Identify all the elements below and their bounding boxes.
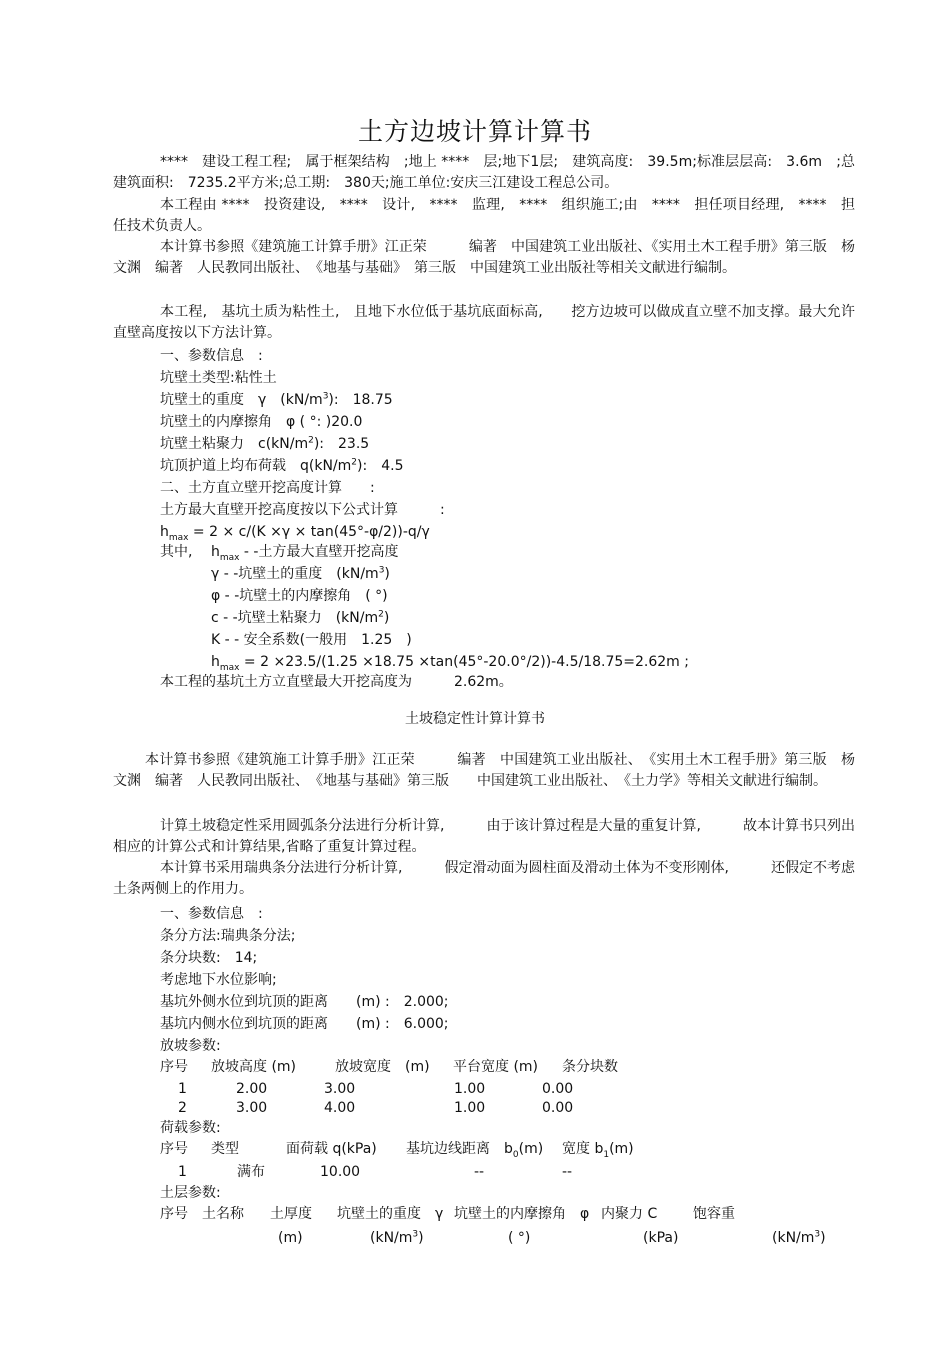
load-header-cell: 基坑边线距离 $b_0(m)$ xyxy=(406,1141,544,1160)
formula-intro-line: 土方最大直壁开挖高度按以下公式计算 : xyxy=(160,502,445,518)
load-cell: 1 xyxy=(178,1164,187,1180)
slope-cell: 2 xyxy=(178,1100,187,1116)
slope-cell: 2.00 xyxy=(236,1081,268,1097)
where-label: 其中, xyxy=(160,544,193,560)
phi-definition: φ - -坑壁土的内摩擦角 ( °) xyxy=(211,588,388,604)
soil-unit-cell: $(kN/m^3)$ xyxy=(370,1229,424,1246)
slope-cell: 0.00 xyxy=(542,1100,574,1116)
soil-params-label: 土层参数: xyxy=(160,1185,221,1201)
slope-cell: 0.00 xyxy=(542,1081,574,1097)
slice-method-line: 条分方法:瑞典条分法; xyxy=(160,928,296,944)
soil-unit-cell: (kPa) xyxy=(643,1230,679,1246)
max-height-conclusion: 本工程的基坑土方立直壁最大开挖高度为 2.62m。 xyxy=(160,674,513,690)
slope-cell: 1.00 xyxy=(454,1100,486,1116)
hmax-definition: $h_{max}$ - -土方最大直壁开挖高度 xyxy=(211,544,399,563)
inner-water-level-line: 基坑内侧水位到坑顶的距离 (m) : 6.000; xyxy=(160,1016,449,1032)
references-paragraph: 本计算书参照《建筑施工计算手册》江正荣 编著 中国建筑工业出版社、《实用土木工程手册》第三版 杨文渊 编著 人民教同出版社、 《地基与基础》 第三版 中国建筑工业出版社等相关文献进行编制。 xyxy=(113,239,855,276)
project-parties-paragraph: 本工程由 **** 投资建设, **** 设计, **** 监理, **** 组织施工;由 **** 担任项目经理, **** 担任技术负责人。 xyxy=(113,197,855,234)
load-table-header xyxy=(160,1140,760,1159)
friction-angle-line: 坑壁土的内摩擦角 φ ( °: )20.0 xyxy=(160,414,363,430)
soil-header-cell: 饱容重 xyxy=(693,1206,735,1222)
soil-header-cell: 序号 xyxy=(160,1206,188,1222)
slice-count-line: 条分块数: 14; xyxy=(160,950,258,966)
cohesion-definition: c - -坑壁土粘聚力 $(kN/m^2)$ xyxy=(211,609,390,626)
slope-table-header xyxy=(160,1058,760,1077)
table-row xyxy=(160,1080,760,1099)
table-row xyxy=(160,1099,760,1118)
soil-params-table xyxy=(160,1205,850,1248)
slope-header-cell: 条分块数 xyxy=(562,1059,618,1075)
section-subtitle: 土坡稳定性计算计算书 xyxy=(405,711,545,727)
soil-unit-cell: $(kN/m^3)$ xyxy=(772,1229,826,1246)
soil-table-header xyxy=(160,1205,850,1224)
soil-header-cell: 坑壁土的内摩擦角 φ xyxy=(454,1206,590,1222)
slope-params-table xyxy=(160,1058,760,1118)
load-header-cell: 宽度 $b_1(m)$ xyxy=(562,1141,634,1160)
load-header-cell: 类型 xyxy=(211,1141,239,1157)
soil-type-line: 坑壁土类型:粘性土 xyxy=(160,370,277,386)
vertical-wall-heading: 二、土方直立壁开挖高度计算 : xyxy=(160,480,375,496)
soil-header-cell: 坑壁土的重度 γ xyxy=(337,1206,444,1222)
slope-cell: 1 xyxy=(178,1081,187,1097)
param-info-heading-2: 一、参数信息 : xyxy=(160,906,263,922)
stability-references-paragraph: 本计算书参照《建筑施工计算手册》江正荣 编著 中国建筑工业出版社、 《实用土木工程手册》第三版 杨文渊 编著 人民教同出版社、 《地基与基础》第三版 中国建筑工业出版社、 《土力学》等相关文献进行编制。 xyxy=(113,752,855,789)
swedish-method-paragraph: 本计算书采用瑞典条分法进行分析计算, 假定滑动面为圆柱面及滑动土体为不变形刚体, 还假定不考虑土条两侧上的作用力。 xyxy=(113,860,855,897)
hmax-calculation: $h_{max} = 2 \times 23.5/(1.25 \times 18.75 \times\tan(45^\circ-20.0^\circ/2))-4.5/18.75=2.62m$ ; xyxy=(211,654,689,673)
slope-header-cell: 放坡宽度 (m) xyxy=(335,1059,430,1075)
load-header-cell: 序号 xyxy=(160,1141,188,1157)
slope-params-label: 放坡参数: xyxy=(160,1038,221,1054)
load-cell: 10.00 xyxy=(320,1164,361,1180)
load-cell: -- xyxy=(562,1164,573,1180)
surcharge-load-line: 坑顶护道上均布荷载 $q(kN/m^2)$: 4.5 xyxy=(160,457,404,474)
slope-cell: 3.00 xyxy=(236,1100,268,1116)
soil-unit-cell: ( °) xyxy=(508,1230,531,1246)
cohesion-line: 坑壁土粘聚力 $c(kN/m^2)$: 23.5 xyxy=(160,435,370,452)
load-params-table xyxy=(160,1140,760,1182)
hmax-formula: $h_{max} = 2 \times c/(K \times\gamma \times \tan(45^\circ-\varphi/2))-q/\gamma$ xyxy=(160,524,430,543)
table-row xyxy=(160,1163,760,1182)
soil-table-units xyxy=(160,1229,850,1248)
load-header-cell: 面荷载 q(kPa) xyxy=(286,1141,377,1157)
soil-header-cell: 土名称 xyxy=(202,1206,244,1222)
soil-condition-paragraph: 本工程, 基坑土质为粘性土, 且地下水位低于基坑底面标高, 挖方边坡可以做成直立壁不加支撑。最大允许直壁高度按以下方法计算。 xyxy=(113,304,855,341)
load-cell: 满布 xyxy=(237,1164,265,1180)
slope-header-cell: 平台宽度 (m) xyxy=(453,1059,539,1075)
outer-water-level-line: 基坑外侧水位到坑顶的距离 (m) : 2.000; xyxy=(160,994,449,1010)
slope-header-cell: 序号 xyxy=(160,1059,188,1075)
slope-cell: 3.00 xyxy=(324,1081,356,1097)
document-title: 土方边坡计算计算书 xyxy=(357,117,592,146)
method-paragraph: 计算土坡稳定性采用圆弧条分法进行分析计算, 由于该计算过程是大量的重复计算, 故本计算书只列出相应的计算公式和计算结果,省略了重复计算过程。 xyxy=(113,818,855,855)
safety-factor-definition: K - - 安全系数(一般用 1.25 ) xyxy=(211,632,412,648)
slope-header-cell: 放坡高度 (m) xyxy=(211,1059,297,1075)
gamma-definition: γ - -坑壁土的重度 $(kN/m^3)$ xyxy=(211,565,390,582)
load-cell: -- xyxy=(474,1164,485,1180)
soil-unit-cell: (m) xyxy=(278,1230,303,1246)
groundwater-line: 考虑地下水位影响; xyxy=(160,972,277,988)
soil-header-cell: 内聚力 C xyxy=(601,1206,658,1222)
param-info-heading: 一、参数信息 : xyxy=(160,348,263,364)
project-overview-paragraph: **** 建设工程工程; 属于框架结构 ;地上 **** 层;地下1层; 建筑高度: 39.5m;标准层层高: 3.6m ;总建筑面积: 7235.2平方米;总工期: 380天;施工单位:安庆三江建设工程总公司。 xyxy=(113,154,855,191)
soil-unit-weight-line: 坑壁土的重度 γ $(kN/m^3)$: 18.75 xyxy=(160,391,393,408)
load-params-label: 荷载参数: xyxy=(160,1120,221,1136)
slope-cell: 4.00 xyxy=(324,1100,356,1116)
soil-header-cell: 土厚度 xyxy=(270,1206,312,1222)
slope-cell: 1.00 xyxy=(454,1081,486,1097)
